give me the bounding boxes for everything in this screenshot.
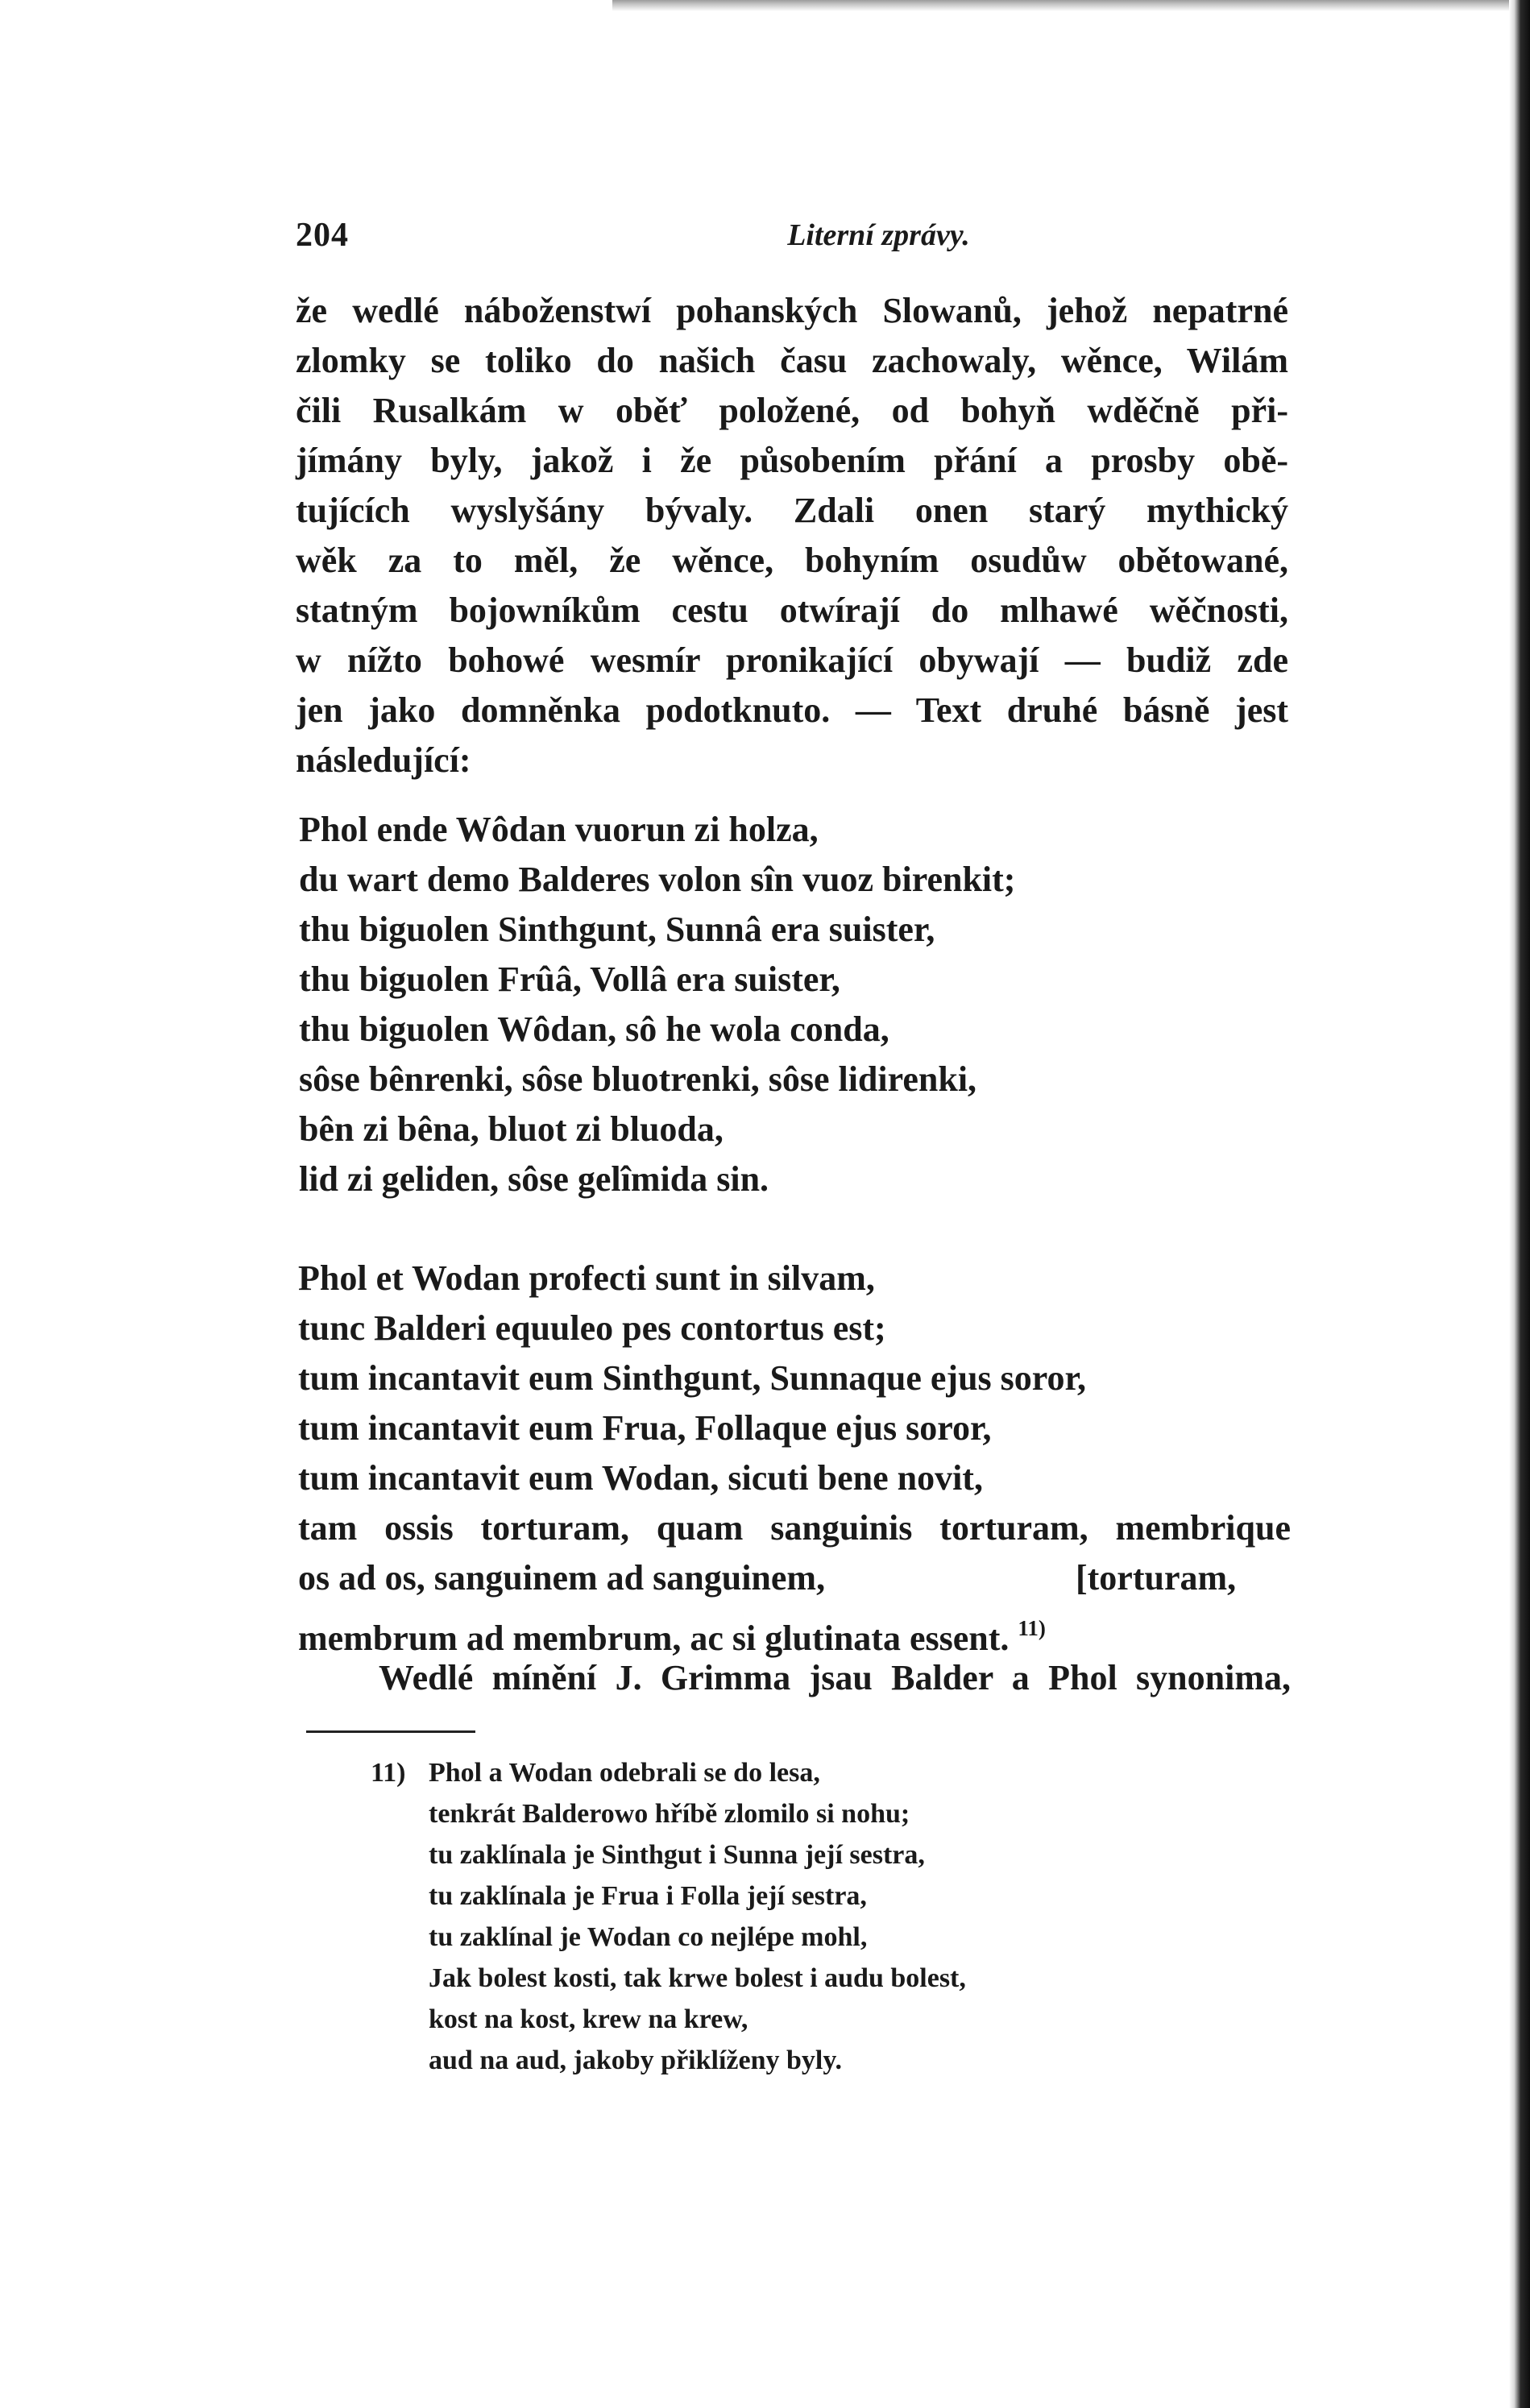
paragraph-line: statným bojowníkům cestu otwírají do mlhawé wěčnosti,	[296, 591, 1288, 630]
paragraph-line: jímány byly, jakož i že působením přání a prosby obě-	[296, 441, 1288, 480]
paragraph-line: následující:	[296, 740, 471, 780]
footnote-line: aud na aud, jakoby přiklíženy byly.	[429, 2045, 843, 2075]
verse-line: thu biguolen Wôdan, sô he wola conda,	[299, 1009, 889, 1049]
paragraph-line: jen jako domněnka podotknuto. — Text druhé básně jest	[296, 690, 1288, 730]
page-edge-right	[1509, 0, 1530, 2408]
verse-line	[298, 1603, 1291, 1658]
verse-line: tum incantavit eum Wodan, sicuti bene novit,	[298, 1458, 983, 1498]
verse-line: thu biguolen Sinthgunt, Sunnâ era suister,	[299, 910, 935, 949]
running-title: Literní zprávy.	[787, 218, 970, 252]
old-german-verse	[296, 805, 1288, 1204]
footnote-line	[371, 1752, 1176, 1793]
verse-line: lid zi geliden, sôse gelîmida sin.	[299, 1159, 769, 1199]
spacer	[296, 785, 1288, 805]
footnote-reference[interactable]: 11)	[1018, 1616, 1046, 1640]
paragraph-line: zlomky se toliko do našich času zachowaly, wěnce, Wilám	[296, 341, 1288, 380]
footnote-label: 11)	[371, 1758, 406, 1788]
closing-line: Wedlé mínění J. Grimma jsau Balder a Phol synonima,	[379, 1658, 1291, 1697]
footnote-line: tenkrát Balderowo hříbě zlomilo si nohu;	[429, 1799, 910, 1829]
page-header	[296, 216, 1288, 264]
verse-line: Phol ende Wôdan vuorun zi holza,	[299, 810, 819, 849]
footnote	[371, 1752, 1176, 2081]
verse-line-right: [torturam,	[1076, 1558, 1237, 1598]
page-number: 204	[296, 217, 349, 254]
verse-line-text: membrum ad membrum, ac si glutinata essent.	[298, 1618, 1010, 1658]
verse-line: tum incantavit eum Sinthgunt, Sunnaque ejus soror,	[298, 1358, 1087, 1398]
body-text	[296, 286, 1288, 1204]
footnote-line: Jak bolest kosti, tak krwe bolest i audu bolest,	[429, 1963, 966, 1993]
paragraph-line: wěk za to měl, že wěnce, bohyním osudůw obětowané,	[296, 541, 1288, 580]
paragraph-line: w nížto bohowé wesmír pronikající obywají — budiž zde	[296, 640, 1288, 680]
paragraph-line: čili Rusalkám w oběť položené, od bohyň wděčně při-	[296, 391, 1288, 430]
verse-line: tum incantavit eum Frua, Follaque ejus soror,	[298, 1408, 992, 1448]
footnote-line: tu zaklínala je Frua i Folla její sestra,	[429, 1881, 867, 1911]
verse-line-split	[298, 1553, 1291, 1603]
verse-line: sôse bênrenki, sôse bluotrenki, sôse lidirenki,	[299, 1059, 977, 1099]
verse-line: Phol et Wodan profecti sunt in silvam,	[298, 1258, 875, 1298]
verse-line: du wart demo Balderes volon sîn vuoz birenkit;	[299, 860, 1016, 899]
latin-verse	[298, 1254, 1291, 1703]
verse-line: thu biguolen Frûâ, Vollâ era suister,	[299, 959, 840, 999]
paragraph-line: že wedlé náboženstwí pohanských Slowanů, jehož nepatrné	[296, 291, 1288, 330]
verse-line: bên zi bêna, bluot zi bluoda,	[299, 1109, 724, 1149]
page-edge-top	[612, 0, 1530, 11]
footnote-line: tu zaklínala je Sinthgut i Sunna její sestra,	[429, 1840, 925, 1870]
verse-line: tunc Balderi equuleo pes contortus est;	[298, 1308, 886, 1348]
verse-line-left: os ad os, sanguinem ad sanguinem,	[298, 1558, 826, 1598]
paragraph-line: tujících wyslyšány bývaly. Zdali onen starý mythický	[296, 491, 1288, 530]
footnote-line: kost na kost, krew na krew,	[429, 2004, 748, 2034]
footnote-line: tu zaklínal je Wodan co nejlépe mohl,	[429, 1922, 868, 1952]
verse-line: tam ossis torturam, quam sanguinis torturam, membrique	[298, 1508, 1291, 1548]
footnote-text: Phol a Wodan odebrali se do lesa,	[429, 1758, 820, 1788]
footnote-divider	[306, 1730, 475, 1733]
